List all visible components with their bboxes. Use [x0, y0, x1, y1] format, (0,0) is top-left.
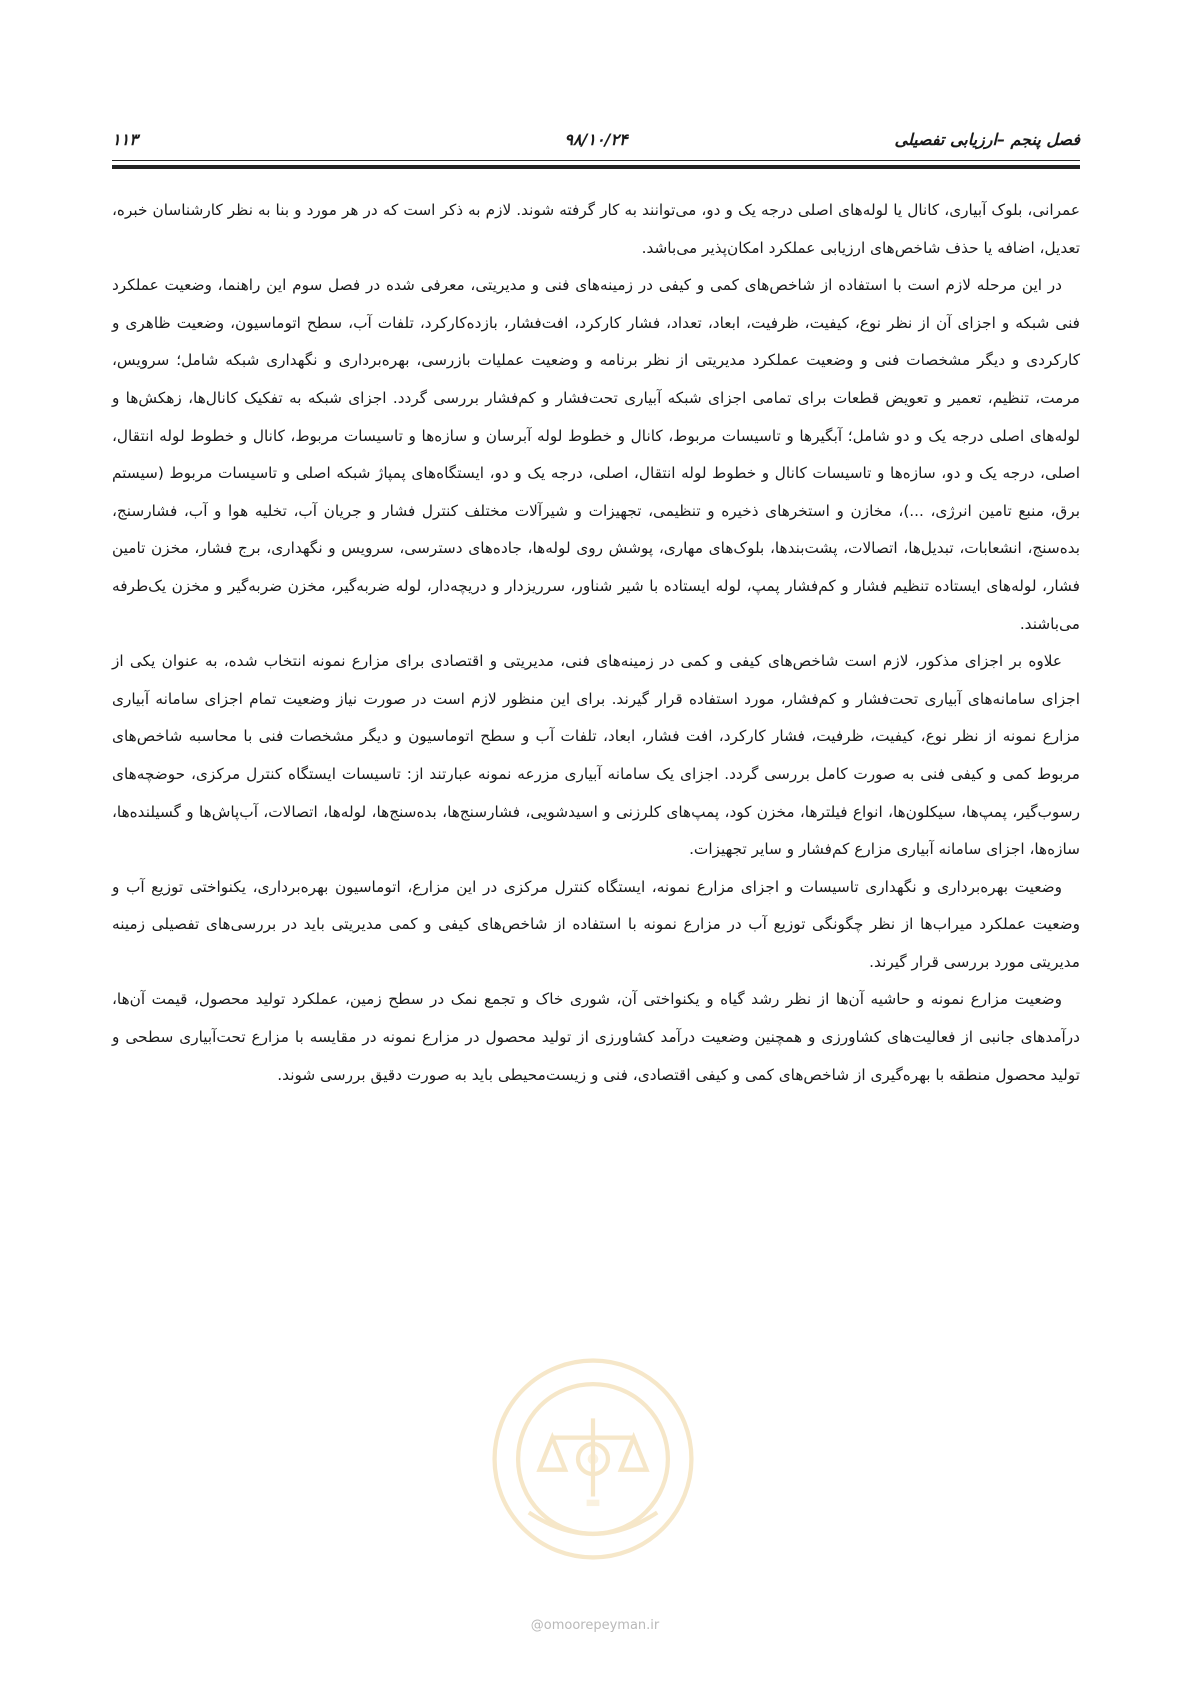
- header-rule-thin: [112, 160, 1080, 161]
- page-header: [112, 126, 1080, 160]
- paragraph-5: وضعیت مزارع نمونه و حاشیه آن‌ها از نظر رشد گیاه و یکنواختی آن، شوری خاک و تجمع نمک در سطح زمین، عملکرد تولید محصول، قیمت آن‌ها، درآمدهای جانبی از فعالیت‌های کشاورزی و همچنین وضعیت درآمد کشاورزی از تولید محصول در مزارع نمونه در مقایسه با مزارع تحت‌آبیاری سطحی و تولید محصول منطقه با بهره‌گیری از شاخص‌های کمی و کیفی اقتصادی، فنی و زیست‌محیطی باید به صورت دقیق بررسی شوند.: [112, 990, 1080, 1084]
- paragraph-1: عمرانی، بلوک آبیاری، کانال یا لوله‌های اصلی درجه یک و دو، می‌توانند به کار گرفته شوند. لازم به ذکر است که در هر مورد و بنا به نظر کارشناسان خبره، تعدیل، اضافه یا حذف شاخص‌های ارزیابی عملکرد امکان‌پذیر می‌باشد.: [112, 201, 1080, 257]
- scales-gear-watermark-icon: [486, 1352, 700, 1566]
- chapter-title: فصل پنجم –ارزیابی تفصیلی: [894, 130, 1080, 149]
- header-date: ۹۸/۱۰/۲۴: [564, 130, 628, 149]
- watermark-site: @omoorepeyman.ir: [530, 1618, 660, 1633]
- body-text: [112, 192, 1080, 1094]
- paragraph-4: وضعیت بهره‌برداری و نگهداری تاسیسات و اجزای مزارع نمونه، ایستگاه کنترل مرکزی در این مزارع، اتوماسیون بهره‌برداری، یکنواختی توزیع آب و وضعیت عملکرد میراب‌ها از نظر چگونگی توزیع آب در مزارع نمونه با استفاده از شاخص‌های کیفی و کمی مدیریتی باید در بررسی‌های تفصیلی زمینه مدیریتی مورد بررسی قرار گیرند.: [112, 877, 1080, 971]
- header-rule-thick: [112, 165, 1080, 169]
- page-number: ۱۱۳: [112, 130, 138, 149]
- paragraph-2: در این مرحله لازم است با استفاده از شاخص‌های کمی و کیفی در زمینه‌های فنی و مدیریتی، معرفی شده در فصل سوم این راهنما، وضعیت عملکرد فنی شبکه و اجزای آن از نظر نوع، کیفیت، ظرفیت، ابعاد، تعداد، فشار کارکرد، افت‌فشار، بازده‌کارکرد، تلفات آب، سطح اتوماسیون، وضعیت ظاهری و کارکردی و دیگر مشخصات فنی و وضعیت عملکرد مدیریتی از نظر برنامه و وضعیت عملیات بازرسی، بهره‌برداری و نگهداری شبکه شامل؛ سرویس، مرمت، تنظیم، تعمیر و تعویض قطعات برای تمامی اجزای شبکه آبیاری تحت‌فشار و کم‌فشار بررسی گردد. اجزای شبکه به تفکیک کانال‌ها، زهکش‌ها و لوله‌های اصلی درجه یک و دو شامل؛ آبگیرها و تاسیسات مربوط، کانال و خطوط لوله آبرسان و سازه‌ها و تاسیسات مربوط، کانال و خطوط لوله انتقال، اصلی، درجه یک و دو، سازه‌ها و تاسیسات کانال و خطوط لوله انتقال، اصلی، درجه یک و دو، ایستگاه‌های پمپاژ شبکه اصلی و تاسیسات مربوط (سیستم برق، منبع تامین انرژی، ...)، مخازن و استخرهای ذخیره و تنظیمی، تجهیزات و شیرآلات مختلف کنترل فشار و جریان آب، تخلیه هوا و آب، فشارسنج، بده‌سنج، انشعابات، تبدیل‌ها، اتصالات، پشت‌بندها، بلوک‌های مهاری، پوشش روی لوله‌ها، جاده‌های دسترسی، سرویس و نگهداری، برج فشار، مخزن تامین فشار، لوله‌های ایستاده تنظیم فشار و کم‌فشار پمپ، لوله ایستاده با شیر شناور، سرریزدار و دریچه‌دار، لوله ضربه‌گیر، مخزن ضربه‌گیر و مخزن یک‌طرفه می‌باشند.: [112, 276, 1080, 633]
- paragraph-3: علاوه بر اجزای مذکور، لازم است شاخص‌های کیفی و کمی در زمینه‌های فنی، مدیریتی و اقتصادی برای مزارع نمونه انتخاب شده، به عنوان یکی از اجزای سامانه‌های آبیاری تحت‌فشار و کم‌فشار، مورد استفاده قرار گیرند. برای این منظور لازم است در صورت نیاز وضعیت تمام اجزای سامانه آبیاری مزارع نمونه از نظر نوع، کیفیت، ظرفیت، فشار کارکرد، افت فشار، ابعاد، تلفات آب و سطح اتوماسیون و دیگر مشخصات فنی با محاسبه شاخص‌های مربوط کمی و کیفی فنی به صورت کامل بررسی گردد. اجزای یک سامانه آبیاری مزرعه نمونه عبارتند از: تاسیسات ایستگاه کنترل مرکزی، حوضچه‌های رسوب‌گیر، پمپ‌ها، سیکلون‌ها، انواع فیلترها، مخزن کود، پمپ‌های کلرزنی و اسیدشویی، فشارسنج‌ها، بده‌سنج‌ها، لوله‌ها، اتصالات، آب‌پاش‌ها و گسیلنده‌ها، سازه‌ها، اجزای سامانه آبیاری مزارع کم‌فشار و سایر تجهیزات.: [112, 652, 1080, 859]
